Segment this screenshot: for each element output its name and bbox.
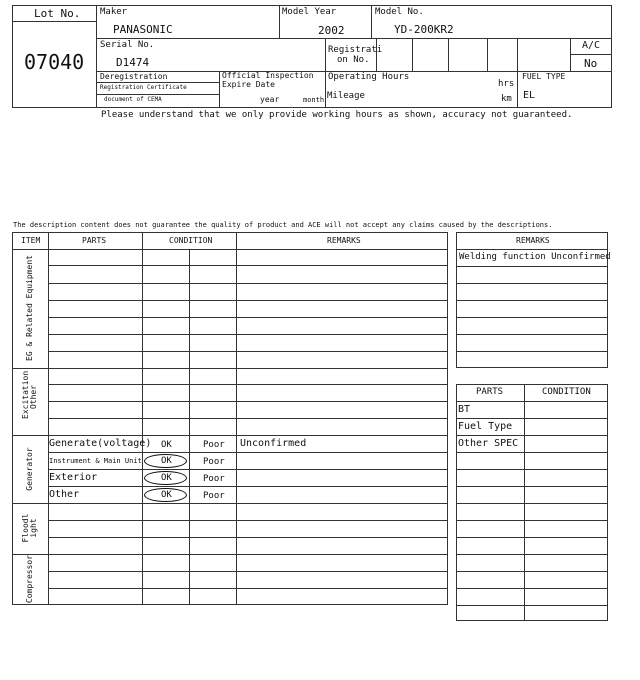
model-no-value: YD-200KR2: [394, 23, 454, 36]
header-divider: [279, 5, 280, 38]
year-label: year: [260, 95, 280, 104]
table-section-line: [12, 503, 448, 504]
table-row-line: [48, 401, 448, 402]
table-row-line: [48, 537, 448, 538]
ac-value: No: [584, 57, 598, 70]
mileage-label: Mileage: [327, 91, 365, 101]
item-header: ITEM: [21, 236, 41, 245]
table-row-line: [456, 351, 608, 352]
table-row-line: [456, 317, 608, 318]
section-eg: EG & Related Equipment: [25, 255, 34, 361]
generator-ok: OK: [161, 490, 172, 500]
lot-number: 07040: [24, 50, 85, 74]
ac-label: A/C: [582, 40, 601, 51]
table-row-line: [456, 300, 608, 301]
header-divider: [219, 71, 220, 108]
condition-header: CONDITION: [169, 236, 213, 245]
header-divider: [96, 82, 219, 83]
description-notice: The description content does not guarantee the quality of product and ACE will not accept any claims caused by the descriptions.: [13, 221, 553, 229]
generator-remark: Unconfirmed: [240, 438, 307, 449]
maker-value: PANASONIC: [113, 23, 173, 36]
generator-part: Exterior: [49, 472, 98, 483]
generator-part: Other: [49, 489, 80, 500]
hours-notice: Please understand that we only provide working hours as shown, accuracy not guaranteed.: [101, 110, 573, 120]
table-header-line: [456, 401, 608, 402]
table-row-line: [48, 588, 448, 589]
table-divider: [189, 249, 190, 605]
section-excitation: Excitation Other: [21, 370, 38, 419]
table-row-line: [456, 452, 608, 453]
header-divider: [371, 5, 372, 38]
fuel-type-value: EL: [523, 90, 536, 101]
table-header-line: [456, 249, 608, 250]
official-inspection-label: Expire Date: [222, 80, 275, 89]
table-row-line: [456, 588, 608, 589]
generator-poor: Poor: [203, 457, 225, 467]
table-row-line: [48, 418, 448, 419]
parts-table-row: Fuel Type: [458, 421, 513, 432]
serial-value: D1474: [116, 56, 150, 69]
registration-label: on No.: [337, 55, 370, 65]
model-no-label: Model No.: [375, 7, 424, 17]
table-row-line: [48, 283, 448, 284]
generator-part: Instrument & Main Unit: [49, 457, 142, 465]
table-row-line: [456, 520, 608, 521]
parts-table-row: Other SPEC: [458, 438, 519, 449]
table-row-line: [456, 554, 608, 555]
section-generator: Generator: [25, 447, 34, 491]
table-row-line: [456, 537, 608, 538]
table-row-line: [456, 435, 608, 436]
model-year-label: Model Year: [282, 7, 337, 17]
generator-ok: OK: [161, 456, 172, 466]
table-section-line: [12, 554, 448, 555]
table-row-line: [456, 334, 608, 335]
month-label: month: [303, 96, 325, 104]
parts-table-parts-header: PARTS: [476, 387, 504, 397]
header-divider: [12, 21, 96, 22]
document-cema-label: document of CEMA: [104, 96, 162, 103]
parts-table-row: BT: [458, 404, 471, 415]
operating-hours-label: Operating Hours: [328, 72, 410, 82]
table-row-line: [456, 283, 608, 284]
header-divider: [570, 54, 612, 55]
table-row-line: [456, 571, 608, 572]
header-divider: [448, 38, 449, 71]
table-row-line: [48, 334, 448, 335]
table-row-line: [48, 300, 448, 301]
table-row-line: [48, 351, 448, 352]
model-year-value: 2002: [318, 24, 345, 37]
header-divider: [325, 38, 326, 108]
header-divider: [96, 38, 612, 39]
registration-certificate-label: Registration Certificate: [100, 84, 187, 91]
table-row-line: [48, 384, 448, 385]
header-divider: [487, 38, 488, 71]
header-divider: [96, 5, 97, 108]
table-section-line: [12, 435, 448, 436]
table-row-line: [456, 418, 608, 419]
table-row-line: [456, 503, 608, 504]
generator-ok: OK: [161, 473, 172, 483]
table-row-line: [48, 265, 448, 266]
km-label: km: [501, 94, 512, 104]
table-row-line: [456, 469, 608, 470]
table-row-line: [456, 486, 608, 487]
remarks-table-header: REMARKS: [516, 236, 550, 245]
hrs-label: hrs: [498, 79, 515, 89]
table-row-line: [48, 317, 448, 318]
table-row-line: [48, 571, 448, 572]
table-section-line: [12, 368, 448, 369]
table-header-line: [12, 249, 448, 250]
parts-header: PARTS: [82, 236, 107, 245]
official-inspection-label: Official Inspection: [222, 71, 314, 80]
maker-label: Maker: [100, 7, 128, 17]
remarks-header: REMARKS: [327, 236, 361, 245]
generator-poor: Poor: [203, 440, 225, 450]
lot-label: Lot No.: [34, 7, 81, 20]
section-compressor: Compressor: [25, 554, 34, 604]
generator-poor: Poor: [203, 491, 225, 501]
fuel-type-label: FUEL TYPE: [522, 72, 566, 81]
deregistration-label: Deregistration: [100, 72, 168, 81]
generator-part: Generate(voltage): [49, 438, 152, 449]
table-row-line: [48, 452, 448, 453]
generator-poor: Poor: [203, 474, 225, 484]
table-row-line: [48, 469, 448, 470]
remarks-first-row: Welding function Unconfirmed: [459, 252, 611, 262]
serial-label: Serial No.: [100, 40, 155, 50]
section-floodlight: Floodl ight: [21, 513, 38, 543]
table-row-line: [48, 520, 448, 521]
table-row-line: [456, 605, 608, 606]
header-divider: [96, 94, 219, 95]
table-row-line: [48, 486, 448, 487]
table-row-line: [456, 266, 608, 267]
generator-ok: OK: [161, 440, 172, 450]
parts-table-condition-header: CONDITION: [542, 387, 591, 397]
header-divider: [412, 38, 413, 71]
header-divider: [517, 38, 518, 108]
registration-label: Registrati: [328, 45, 383, 55]
header-form: [12, 5, 612, 108]
